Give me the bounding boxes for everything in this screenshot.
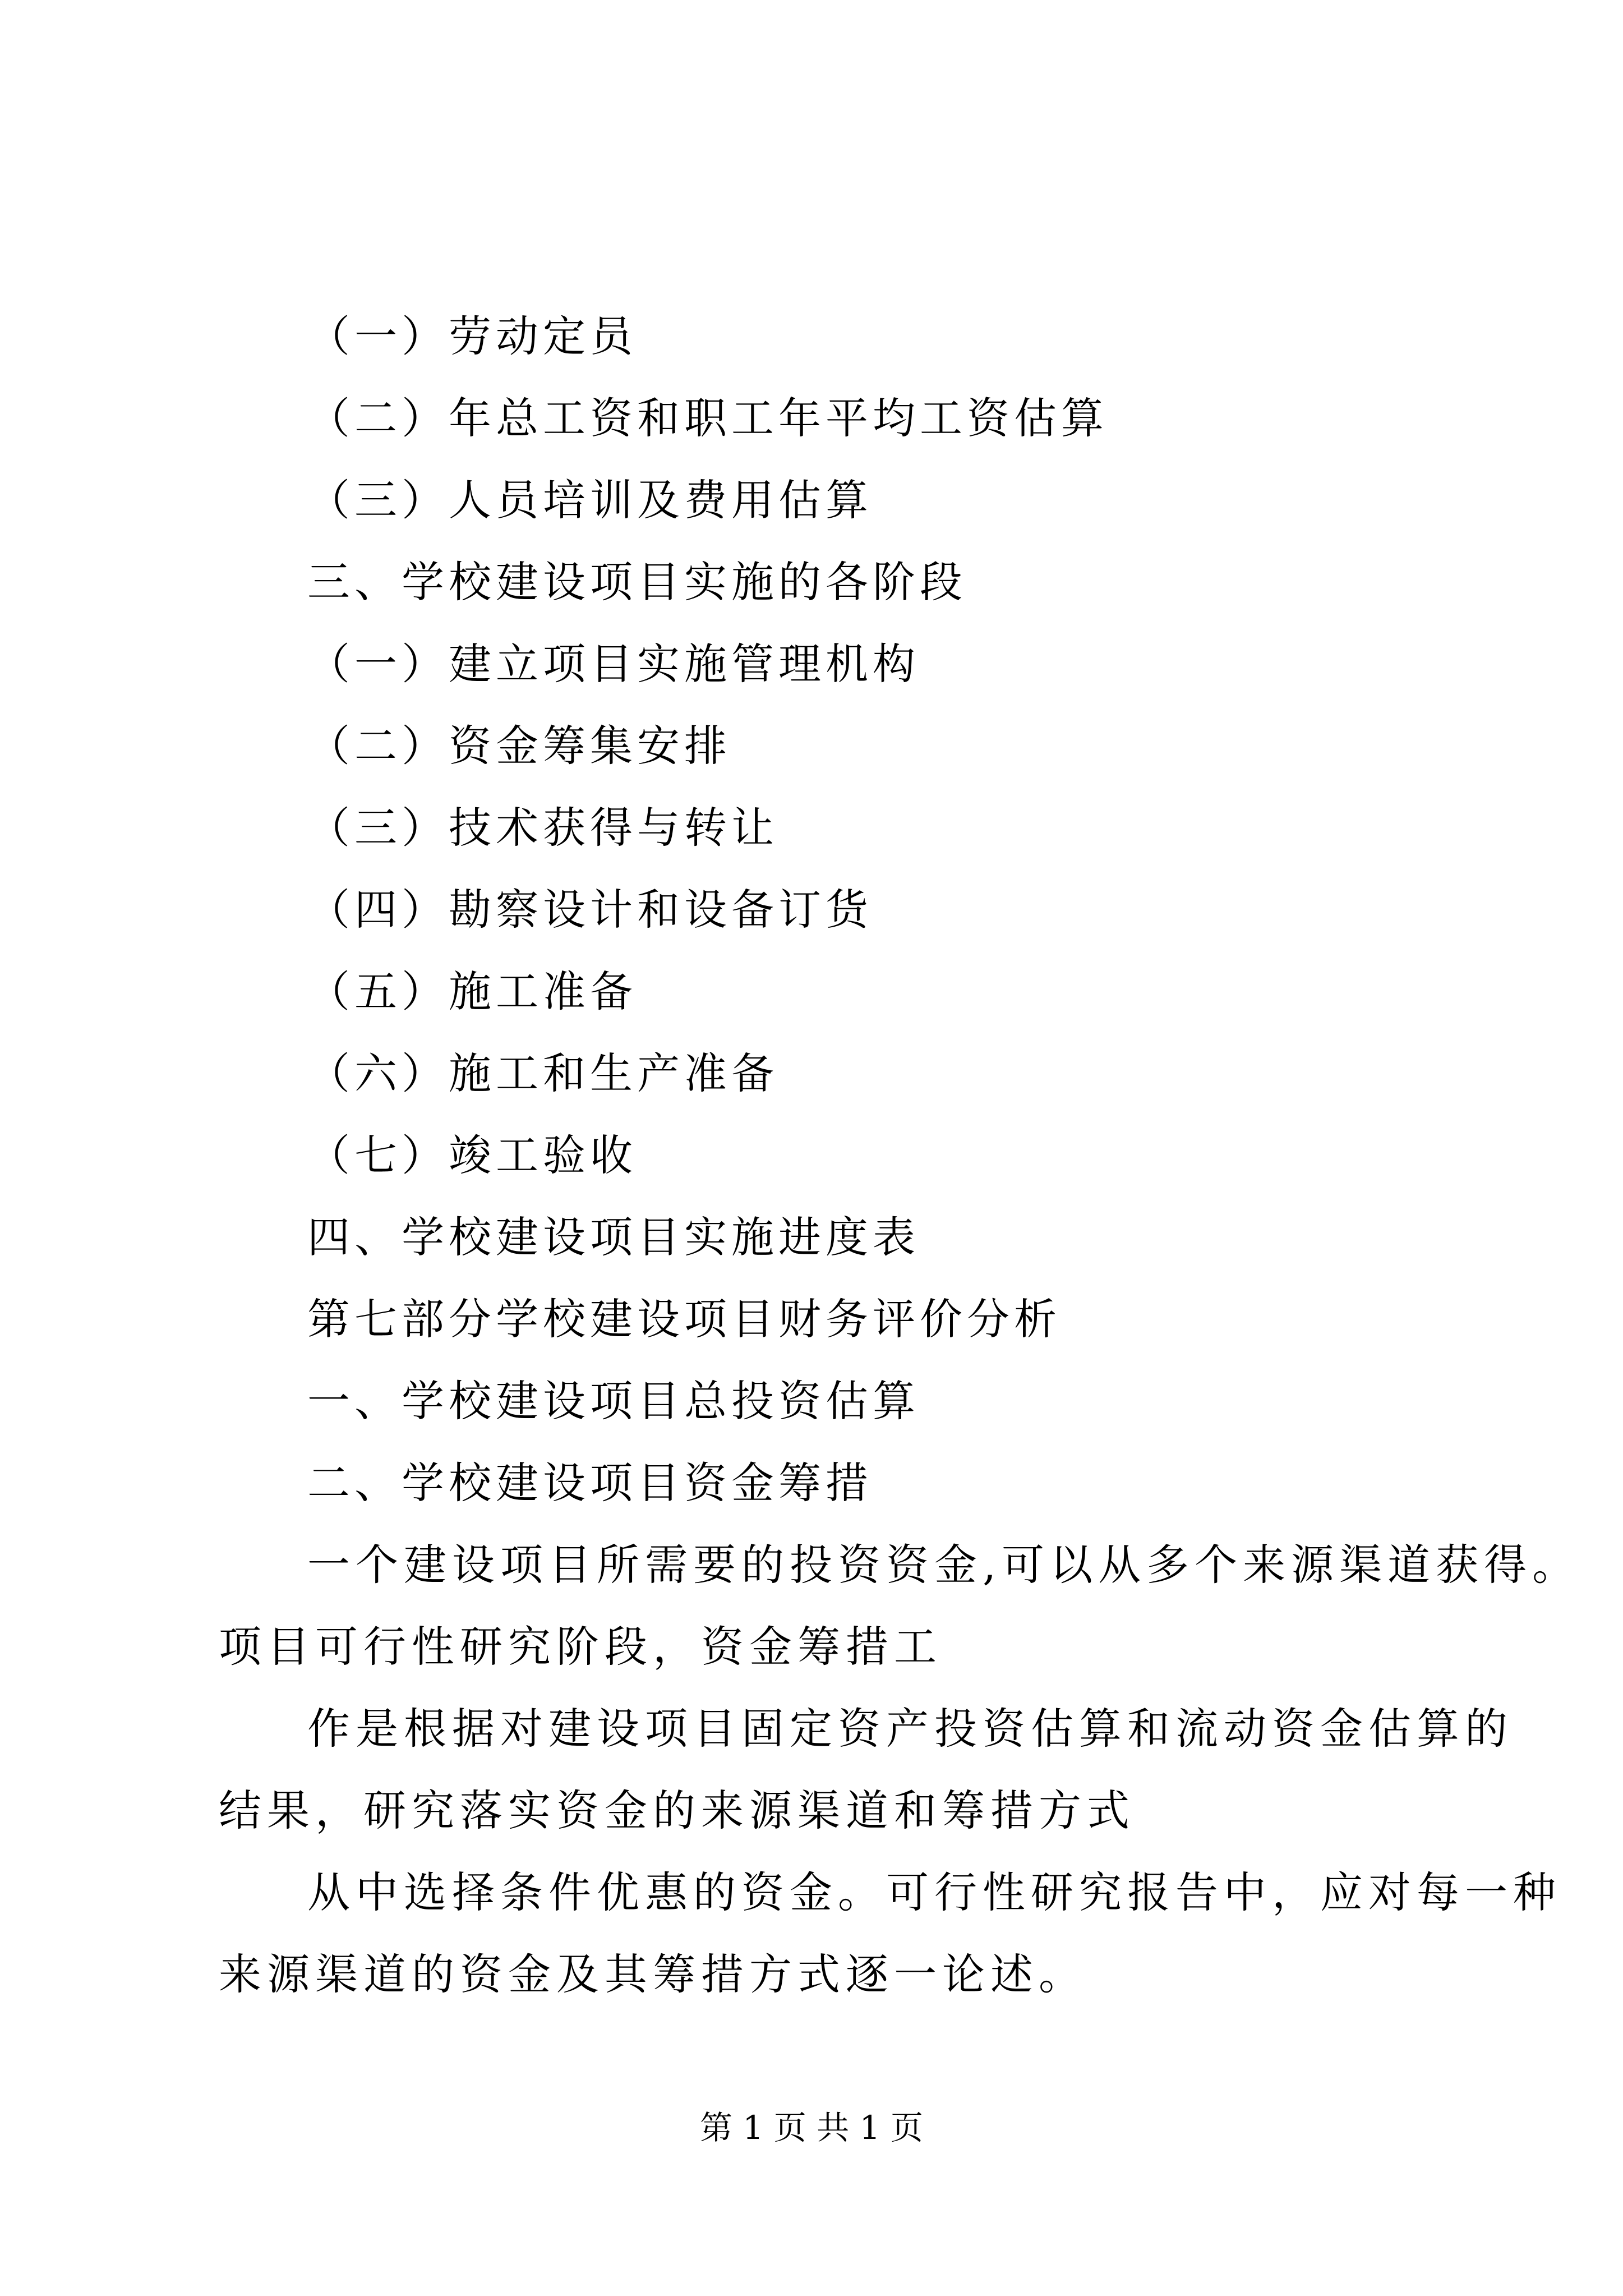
paragraph-line: 从中选择条件优惠的资金。可行性研究报告中，应对每一种 [307, 1867, 1561, 1917]
paragraph-line: 项目可行性研究阶段，资金筹措工 [219, 1622, 942, 1672]
paragraph-line: 作是根据对建设项目固定资产投资估算和流动资金估算的 [307, 1704, 1513, 1754]
outline-item: （四）勘察设计和设备订货 [307, 885, 873, 935]
section-heading: 三、学校建设项目实施的各阶段 [307, 557, 967, 607]
section-heading: 一、学校建设项目总投资估算 [307, 1376, 920, 1426]
outline-item: （一）建立项目实施管理机构 [307, 639, 920, 689]
outline-item: （三）人员培训及费用估算 [307, 475, 873, 525]
outline-item: （六）施工和生产准备 [307, 1048, 778, 1098]
outline-item: （二）资金筹集安排 [307, 721, 731, 771]
outline-item: （一）劳动定员 [307, 311, 637, 361]
paragraph-line: 一个建设项目所需要的投资资金,可以从多个来源渠道获得。 [307, 1540, 1581, 1590]
outline-item: （二）年总工资和职工年平均工资估算 [307, 393, 1108, 443]
section-heading: 二、学校建设项目资金筹措 [307, 1458, 873, 1508]
outline-item: （七）竣工验收 [307, 1130, 637, 1180]
outline-item: （三）技术获得与转让 [307, 803, 778, 853]
page-number-footer: 第 1 页 共 1 页 [700, 2109, 923, 2147]
paragraph-line: 结果，研究落实资金的来源渠道和筹措方式 [219, 1786, 1135, 1835]
section-heading: 四、学校建设项目实施进度表 [307, 1212, 920, 1262]
outline-item: （五）施工准备 [307, 967, 637, 1016]
part-heading: 第七部分学校建设项目财务评价分析 [307, 1294, 1061, 1344]
paragraph-line: 来源渠道的资金及其筹措方式逐一论述。 [219, 1949, 1087, 1999]
